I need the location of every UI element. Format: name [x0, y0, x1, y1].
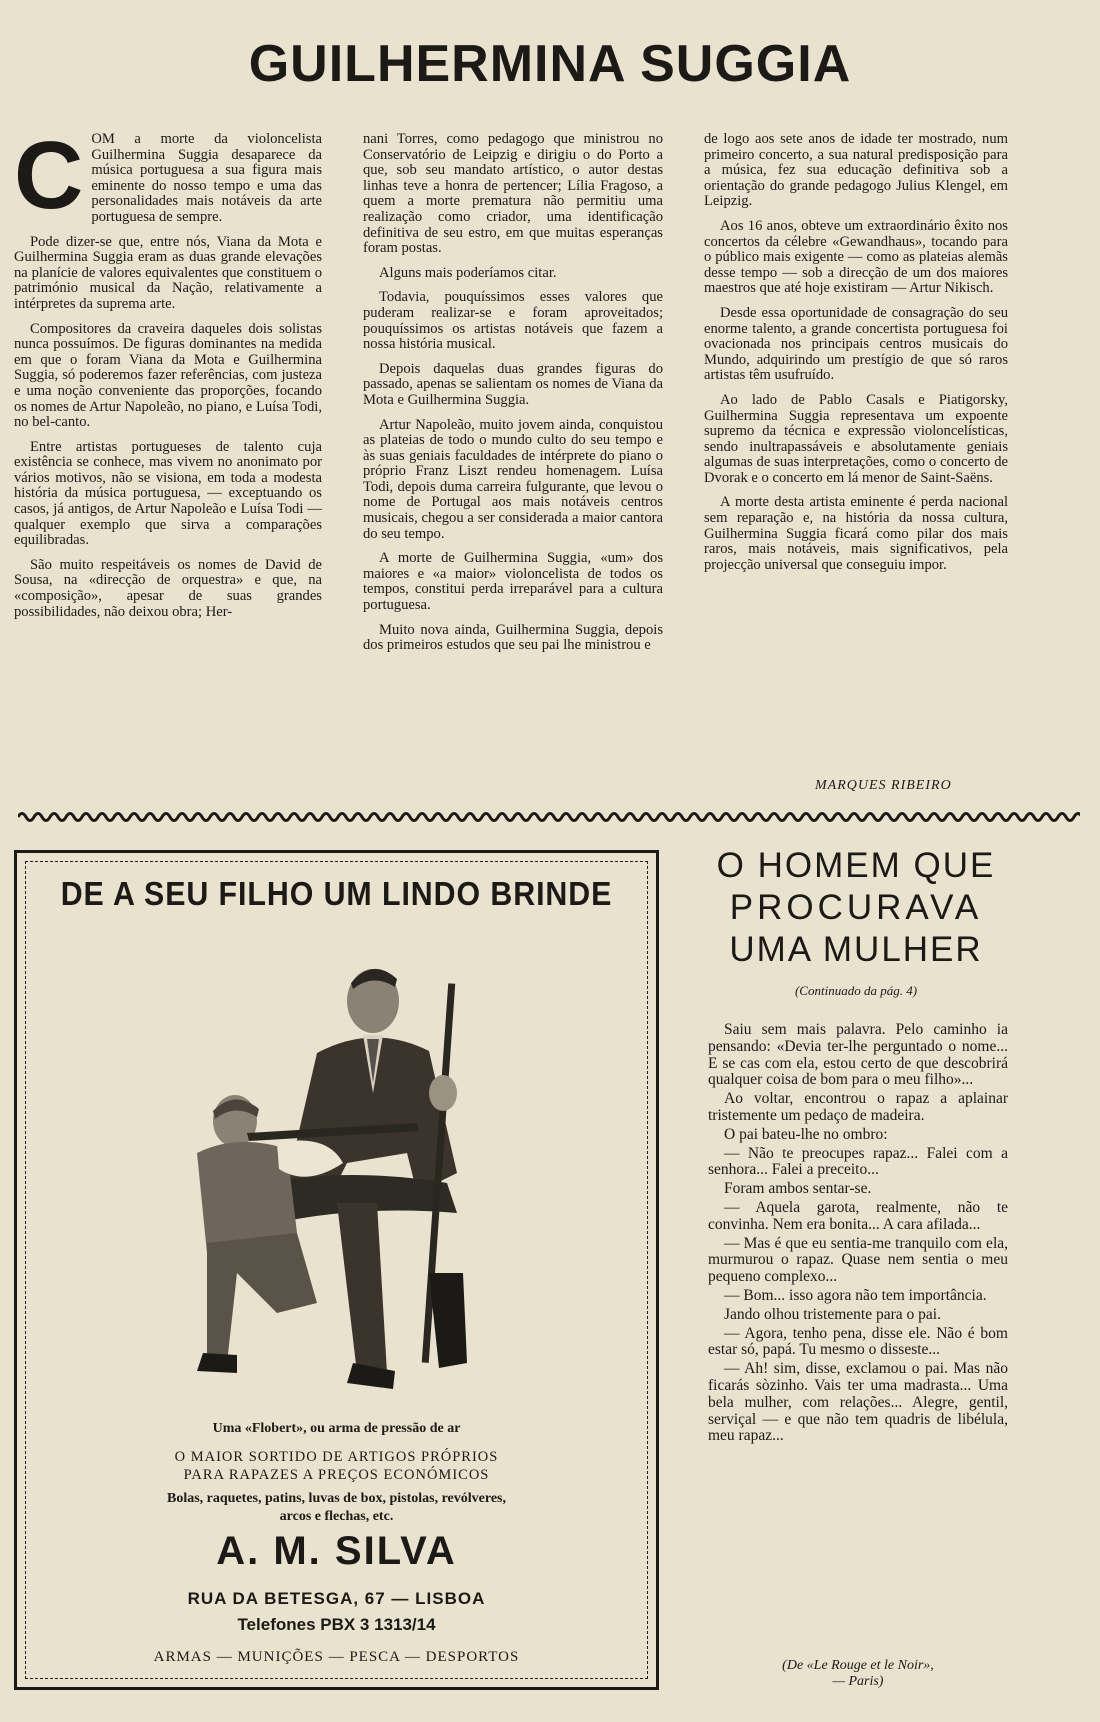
article-paragraph: Artur Napoleão, muito jovem ainda, conquistou as plateias de todo o mundo culto do seu tempo e às suas geniais faculdades de intérprete do piano o próprio Franz Liszt rendeu homenagem. Luísa Todi, depois duma carreira fulgurante, que levou o nome de Portugal aos mais notáveis centros musicais, chegou a ser considerada a maior cantora do seu tempo.	[363, 416, 663, 542]
article-paragraph: São muito respeitáveis os nomes de David de Sousa, na «direcção de orquestra» e que, na «composição», apesar de suas grandes possibilidades, não deixou obra; Her-	[14, 556, 322, 620]
story-paragraph: — Aquela garota, realmente, não te convinha. Nem era bonita... A cara afilada...	[708, 1198, 1008, 1233]
article-column-1	[14, 122, 322, 629]
story-source-line-2: — Paris)	[832, 1674, 884, 1689]
article-paragraph: de logo aos sete anos de idade ter mostrado, num primeiro concerto, a sua natural predisposição para a música, fez sua educação definitiva sob a orientação do grande pedagogo Julius Klengel, em Leipzig.	[704, 131, 1008, 210]
article-paragraph: Ao lado de Pablo Casals e Piatigorsky, Guilhermina Suggia representava um expoente supremo da técnica e expressão violoncelísticas, sendo inultrapassáveis e absolutamente geniais algumas de suas interpretações, como o concerto de Dvorak e o concerto em lá menor de Saint-Saëns.	[704, 391, 1008, 486]
ad-line-3: Bolas, raquetes, patins, luvas de box, pistolas, revólveres,	[166, 1491, 506, 1506]
article-paragraph: Desde essa oportunidade de consagração do seu enorme talento, a grande concertista portuguesa foi ovacionada nos principais centros musicais do Mundo, adquirindo um prestígio de que só raros artistas têm usufruído.	[704, 304, 1008, 384]
story-paragraph: Ao voltar, encontrou o rapaz a aplainar tristemente um pedaço de madeira.	[708, 1090, 1008, 1124]
story-title-line-2: PROCURAVA	[729, 888, 983, 927]
article-paragraph: COM a morte da violoncelista Guilhermina Suggia desaparece da música portuguesa a sua figura mais eminente do nosso tempo e uma das personalidades mais notáveis da arte portuguesa de sempre.	[14, 122, 322, 229]
article-paragraph: Muito nova ainda, Guilhermina Suggia, depois dos primeiros estudos que seu pai lhe ministrou e	[363, 621, 663, 654]
article-signature: MARQUES RIBEIRO	[815, 778, 952, 793]
story-continued-note: (Continuado da pág. 4)	[794, 983, 918, 998]
ad-caption: Uma «Flobert», ou arma de pressão de ar	[212, 1421, 461, 1436]
drop-cap: C	[14, 122, 84, 229]
story-title	[686, 845, 1026, 971]
story-title-line-3: UMA MULHER	[729, 930, 983, 969]
story-paragraph: — Ah! sim, disse, exclamou o pai. Mas não ficarás sòzinho. Vais ter uma madrasta... Uma bela mulher, com relações... Alegre, gentil, serviçal — e que não tem quadris de libélula, meu rapaz...	[708, 1360, 1008, 1445]
ad-line-4: arcos e flechas, etc.	[279, 1509, 394, 1524]
wavy-divider	[18, 810, 1080, 824]
story-source-line-1: (De «Le Rouge et le Noir»,	[782, 1658, 934, 1673]
ad-line-1: O MAIOR SORTIDO DE ARTIGOS PRÓPRIOS	[174, 1449, 499, 1465]
story-source	[708, 1658, 1008, 1690]
article-column-3	[704, 132, 1008, 582]
ad-footer: ARMAS — MUNIÇÕES — PESCA — DESPORTOS	[153, 1649, 520, 1665]
story-body	[708, 1022, 1008, 1447]
article-paragraph: Entre artistas portugueses de talento cuja existência se conhece, mas vivem no anonimato por vários motivos, não se visiona, em toda a modesta história da música portuguesa, — exceptuando os casos, já antigos, de Artur Napoleão e Luísa Todi — qualquer exemplo que sirva a comparações equilibradas.	[14, 438, 322, 549]
story-paragraph: Jando olhou tristemente para o pai.	[724, 1305, 941, 1323]
article-paragraph: Depois daquelas duas grandes figuras do passado, apenas se salientam os nomes de Viana da Mota e Guilhermina Suggia.	[363, 360, 663, 408]
article-paragraph: Alguns mais poderíamos citar.	[379, 264, 557, 281]
ad-illustration	[167, 943, 527, 1403]
story-paragraph: Saiu sem mais palavra. Pelo caminho ia pensando: «Devia ter-lhe perguntado o nome... E se cas com ela, estou certo de que descobrirá qualquer coisa de bom para o meu filho»...	[708, 1021, 1008, 1089]
article-paragraph: A morte desta artista eminente é perda nacional sem reparação e, na história da nossa cultura, Guilhermina Suggia ficará como pilar dos mais raros, mais notáveis, mais significativos, pela projecção universal que conseguiu impor.	[704, 494, 1008, 573]
article-paragraph: A morte de Guilhermina Suggia, «um» dos maiores e «a maior» violoncelista de todos os tempos, constitui perda irreparável para a cultura portuguesa.	[363, 550, 663, 614]
story-paragraph: — Não te preocupes rapaz... Falei com a senhora... Falei a preceito...	[708, 1144, 1008, 1179]
ad-phone: Telefones PBX 3 1313/14	[237, 1615, 436, 1634]
story-paragraph: — Bom... isso agora não tem importância.	[724, 1286, 987, 1304]
ad-address: RUA DA BETESGA, 67 — LISBOA	[187, 1589, 486, 1608]
story-title-line-1: O HOMEM QUE	[716, 846, 996, 885]
article-paragraph: Pode dizer-se que, entre nós, Viana da Mota e Guilhermina Suggia eram as duas grande elevações na planície de valores equivalentes que constituem o património musical da Nação, relativamente a intérpretes da suprema arte.	[14, 233, 322, 312]
article-paragraph: nani Torres, como pedagogo que ministrou no Conservatório de Leipzig e dirigiu o do Porto a que, sob seu mandato artístico, o autor destas linhas teve a honra de pertencer; Lília Fragoso, a quem a morte prematura não permitiu uma realização como criador, uma identificação definitiva de seu estro, em que muitas esperanças foram postas.	[363, 131, 663, 257]
story-paragraph: Foram ambos sentar-se.	[724, 1180, 872, 1198]
article-paragraph: Aos 16 anos, obteve um extraordinário êxito nos concertos da célebre «Gewandhaus», tocando para o público mais exigente — como as plateias alemãs desse tempo — sob a direcção de um dos maiores maestros que até hoje existiram — Artur Nikisch.	[704, 217, 1008, 297]
story-paragraph: O pai bateu-lhe no ombro:	[724, 1125, 888, 1143]
ad-headline: DE A SEU FILHO UM LINDO BRINDE	[60, 875, 613, 912]
article-paragraph: Todavia, pouquíssimos esses valores que puderam realizar-se e foram aproveitados; pouquíssimos os artistas notáveis que fazem a nossa história musical.	[363, 289, 663, 353]
article-column-2	[363, 132, 663, 663]
advertisement	[14, 850, 659, 1690]
article-title: GUILHERMINA SUGGIA	[248, 35, 852, 93]
story-paragraph: — Agora, tenho pena, disse ele. Não é bom estar só, papá. Tu mesmo o disseste...	[708, 1324, 1008, 1359]
story-paragraph: — Mas é que eu sentia-me tranquilo com ela, murmurou o rapaz. Quase nem sentia o meu pequeno complexo...	[708, 1234, 1008, 1286]
ad-brand: A. M. SILVA	[216, 1529, 457, 1573]
ad-line-2: PARA RAPAZES A PREÇOS ECONÓMICOS	[183, 1467, 490, 1483]
article-paragraph: Compositores da craveira daqueles dois solistas nunca possuímos. De figuras dominantes na medida em que o foram Viana da Mota e Guilhermina Suggia, só poderemos fazer referências, com justeza e uma noção conveniente das proporções, focando os nomes de Artur Napoleão, no piano, e Luísa Todi, no bel-canto.	[14, 320, 322, 431]
